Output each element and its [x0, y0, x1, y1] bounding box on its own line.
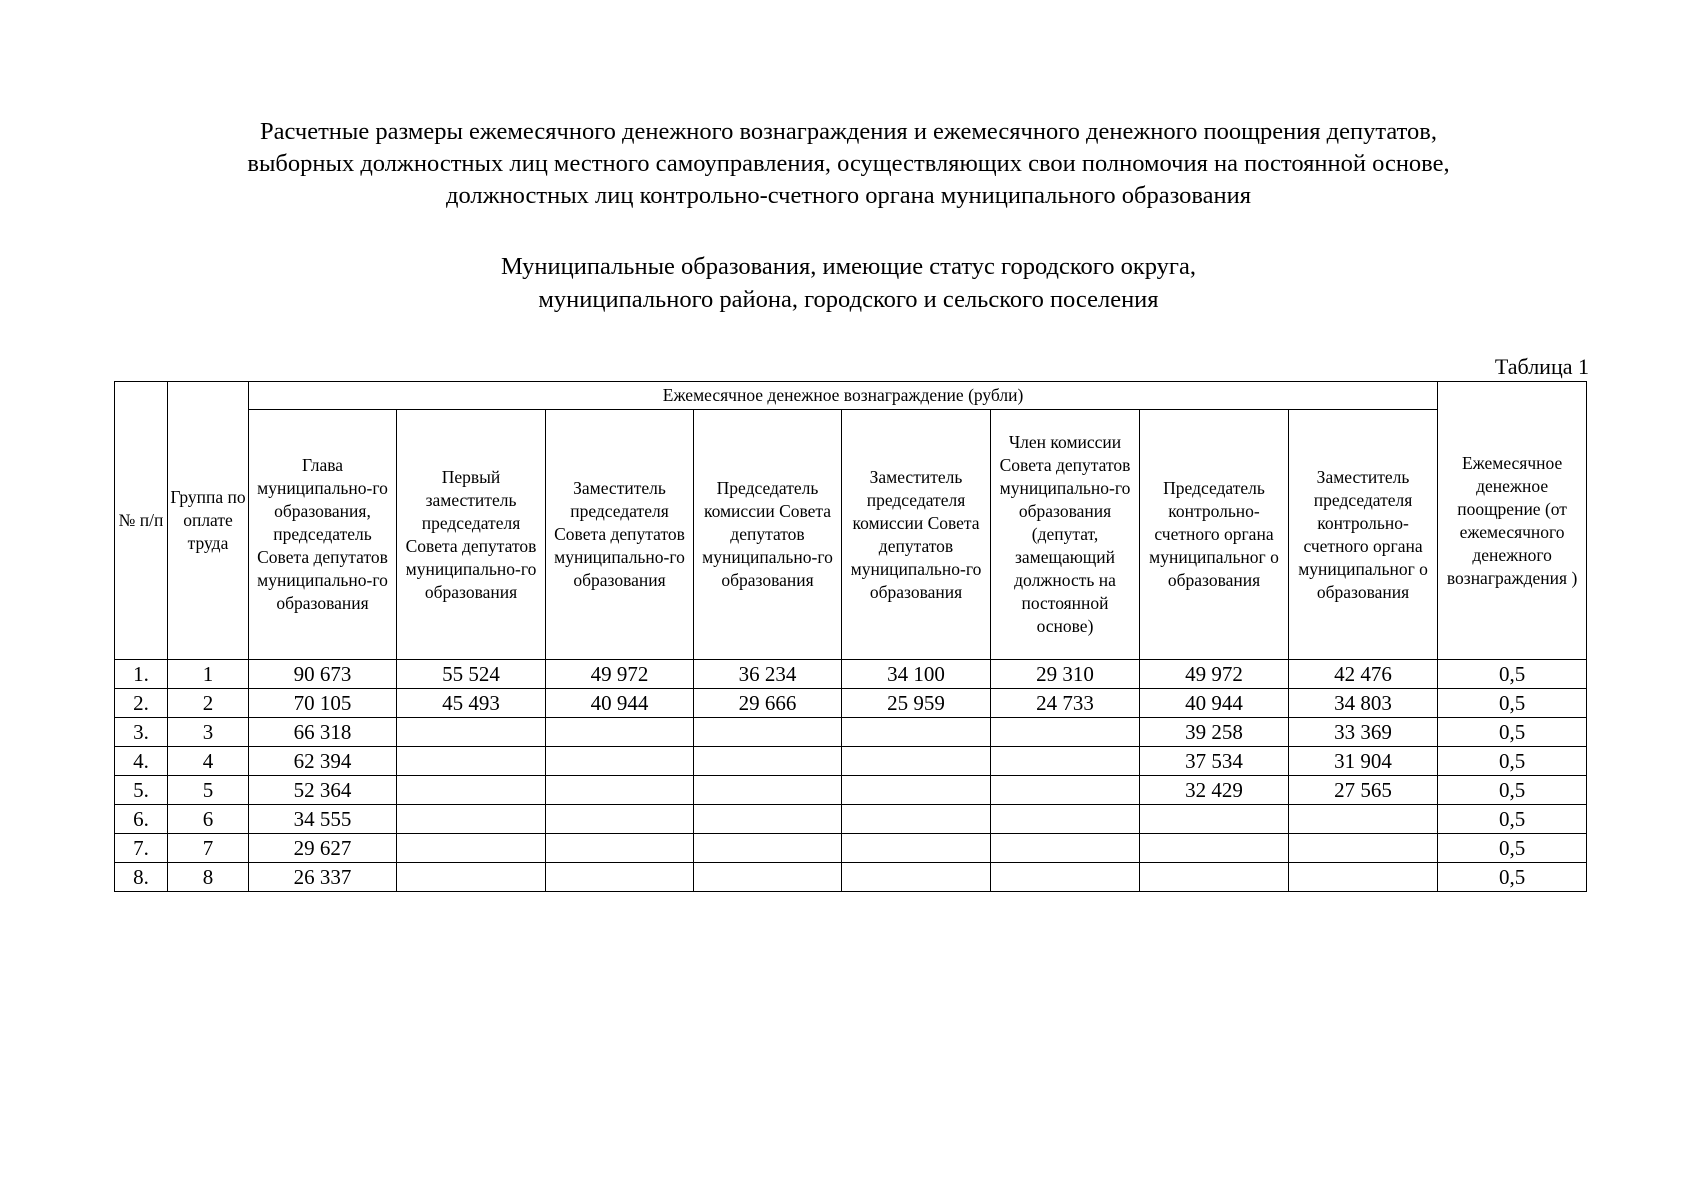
- header-num: № п/п: [115, 382, 168, 660]
- table-cell: 27 565: [1289, 776, 1438, 805]
- table-cell: [842, 834, 991, 863]
- header-column: Председатель комиссии Совета депутатов муниципально-го образования: [694, 410, 842, 660]
- table-cell: [1140, 834, 1289, 863]
- row-num: 2.: [115, 689, 168, 718]
- table-cell: [546, 863, 694, 892]
- table-cell: [694, 834, 842, 863]
- table-cell: 26 337: [249, 863, 397, 892]
- table-cell: [991, 863, 1140, 892]
- row-group: 2: [168, 689, 249, 718]
- table-cell: 29 310: [991, 660, 1140, 689]
- table-cell: 49 972: [1140, 660, 1289, 689]
- table-row: [115, 805, 1587, 834]
- table-cell: [842, 747, 991, 776]
- table-cell: [1140, 863, 1289, 892]
- table-cell: 29 627: [249, 834, 397, 863]
- table-row: [115, 834, 1587, 863]
- document-subtitle: [0, 250, 1697, 316]
- header-reward-group: Ежемесячное денежное вознаграждение (рубли): [249, 382, 1438, 410]
- table-cell: 66 318: [249, 718, 397, 747]
- table-row: [115, 863, 1587, 892]
- table-cell: [1140, 805, 1289, 834]
- table-cell: 37 534: [1140, 747, 1289, 776]
- table-cell: [397, 718, 546, 747]
- row-incentive: 0,5: [1438, 834, 1587, 863]
- table-cell: 52 364: [249, 776, 397, 805]
- header-column: Заместитель председателя комиссии Совета депутатов муниципально-го образования: [842, 410, 991, 660]
- table-cell: [546, 718, 694, 747]
- table-row: [115, 718, 1587, 747]
- row-group: 4: [168, 747, 249, 776]
- table-cell: 33 369: [1289, 718, 1438, 747]
- table-cell: 39 258: [1140, 718, 1289, 747]
- title-line: выборных должностных лиц местного самоуправления, осуществляющих свои полномочия на постоянной основе,: [247, 150, 1450, 177]
- table-cell: 29 666: [694, 689, 842, 718]
- table-cell: [694, 718, 842, 747]
- header-column: Заместитель председателя контрольно-счетного органа муниципальног о образования: [1289, 410, 1438, 660]
- table-cell: [546, 834, 694, 863]
- row-group: 8: [168, 863, 249, 892]
- table-row: [115, 776, 1587, 805]
- table-cell: [397, 747, 546, 776]
- table-cell: [991, 747, 1140, 776]
- table-cell: 40 944: [1140, 689, 1289, 718]
- row-num: 3.: [115, 718, 168, 747]
- table-cell: 62 394: [249, 747, 397, 776]
- table-row: [115, 747, 1587, 776]
- table-cell: 55 524: [397, 660, 546, 689]
- row-incentive: 0,5: [1438, 660, 1587, 689]
- reward-table: [114, 381, 1587, 892]
- table-cell: [991, 718, 1140, 747]
- row-num: 8.: [115, 863, 168, 892]
- row-group: 6: [168, 805, 249, 834]
- row-num: 4.: [115, 747, 168, 776]
- table-cell: 45 493: [397, 689, 546, 718]
- table-row: [115, 660, 1587, 689]
- header-column: Заместитель председателя Совета депутатов муниципально-го образования: [546, 410, 694, 660]
- table-row: [115, 689, 1587, 718]
- table-cell: 36 234: [694, 660, 842, 689]
- row-group: 3: [168, 718, 249, 747]
- header-column: Член комиссии Совета депутатов муниципально-го образования (депутат, замещающий должность на постоянной основе): [991, 410, 1140, 660]
- row-num: 5.: [115, 776, 168, 805]
- table-cell: [546, 747, 694, 776]
- table-cell: [1289, 805, 1438, 834]
- table-cell: 32 429: [1140, 776, 1289, 805]
- row-group: 1: [168, 660, 249, 689]
- row-incentive: 0,5: [1438, 747, 1587, 776]
- table-caption: Таблица 1: [1494, 354, 1589, 379]
- table-cell: [397, 776, 546, 805]
- table-cell: [991, 776, 1140, 805]
- row-incentive: 0,5: [1438, 689, 1587, 718]
- table-cell: 34 555: [249, 805, 397, 834]
- header-column: Глава муниципально-го образования, председатель Совета депутатов муниципально-го образования: [249, 410, 397, 660]
- table-cell: 90 673: [249, 660, 397, 689]
- table-cell: [546, 776, 694, 805]
- table-cell: [397, 834, 546, 863]
- table-cell: [397, 805, 546, 834]
- header-column: Первый заместитель председателя Совета депутатов муниципально-го образования: [397, 410, 546, 660]
- title-line: Расчетные размеры ежемесячного денежного вознаграждения и ежемесячного денежного поощрения депутатов,: [260, 118, 1437, 145]
- table-cell: [842, 776, 991, 805]
- table-cell: [694, 776, 842, 805]
- header-column: Председатель контрольно-счетного органа муниципальног о образования: [1140, 410, 1289, 660]
- row-incentive: 0,5: [1438, 863, 1587, 892]
- table-cell: [1289, 863, 1438, 892]
- header-incentive: Ежемесячное денежное поощрение (от ежемесячного денежного вознаграждения ): [1438, 382, 1587, 660]
- table-cell: 40 944: [546, 689, 694, 718]
- header-group: Группа по оплате труда: [168, 382, 249, 660]
- table-cell: [842, 718, 991, 747]
- table-cell: [397, 863, 546, 892]
- table-cell: 42 476: [1289, 660, 1438, 689]
- row-group: 5: [168, 776, 249, 805]
- table-cell: 70 105: [249, 689, 397, 718]
- row-num: 7.: [115, 834, 168, 863]
- table-cell: [1289, 834, 1438, 863]
- table-cell: 25 959: [842, 689, 991, 718]
- subtitle-line: Муниципальные образования, имеющие статус городского округа,: [501, 253, 1196, 280]
- table-cell: [991, 805, 1140, 834]
- table-cell: [694, 747, 842, 776]
- table-cell: 31 904: [1289, 747, 1438, 776]
- row-incentive: 0,5: [1438, 805, 1587, 834]
- table-cell: 34 803: [1289, 689, 1438, 718]
- title-line: должностных лиц контрольно-счетного органа муниципального образования: [446, 182, 1251, 209]
- subtitle-line: муниципального района, городского и сельского поселения: [538, 286, 1159, 313]
- row-group: 7: [168, 834, 249, 863]
- table-cell: [842, 863, 991, 892]
- table-cell: 49 972: [546, 660, 694, 689]
- row-incentive: 0,5: [1438, 718, 1587, 747]
- table-cell: 24 733: [991, 689, 1140, 718]
- table-cell: [546, 805, 694, 834]
- row-num: 1.: [115, 660, 168, 689]
- document-title: [0, 116, 1697, 212]
- table-cell: [842, 805, 991, 834]
- table-cell: [694, 805, 842, 834]
- table-cell: [991, 834, 1140, 863]
- table-cell: [694, 863, 842, 892]
- row-incentive: 0,5: [1438, 776, 1587, 805]
- table-cell: 34 100: [842, 660, 991, 689]
- row-num: 6.: [115, 805, 168, 834]
